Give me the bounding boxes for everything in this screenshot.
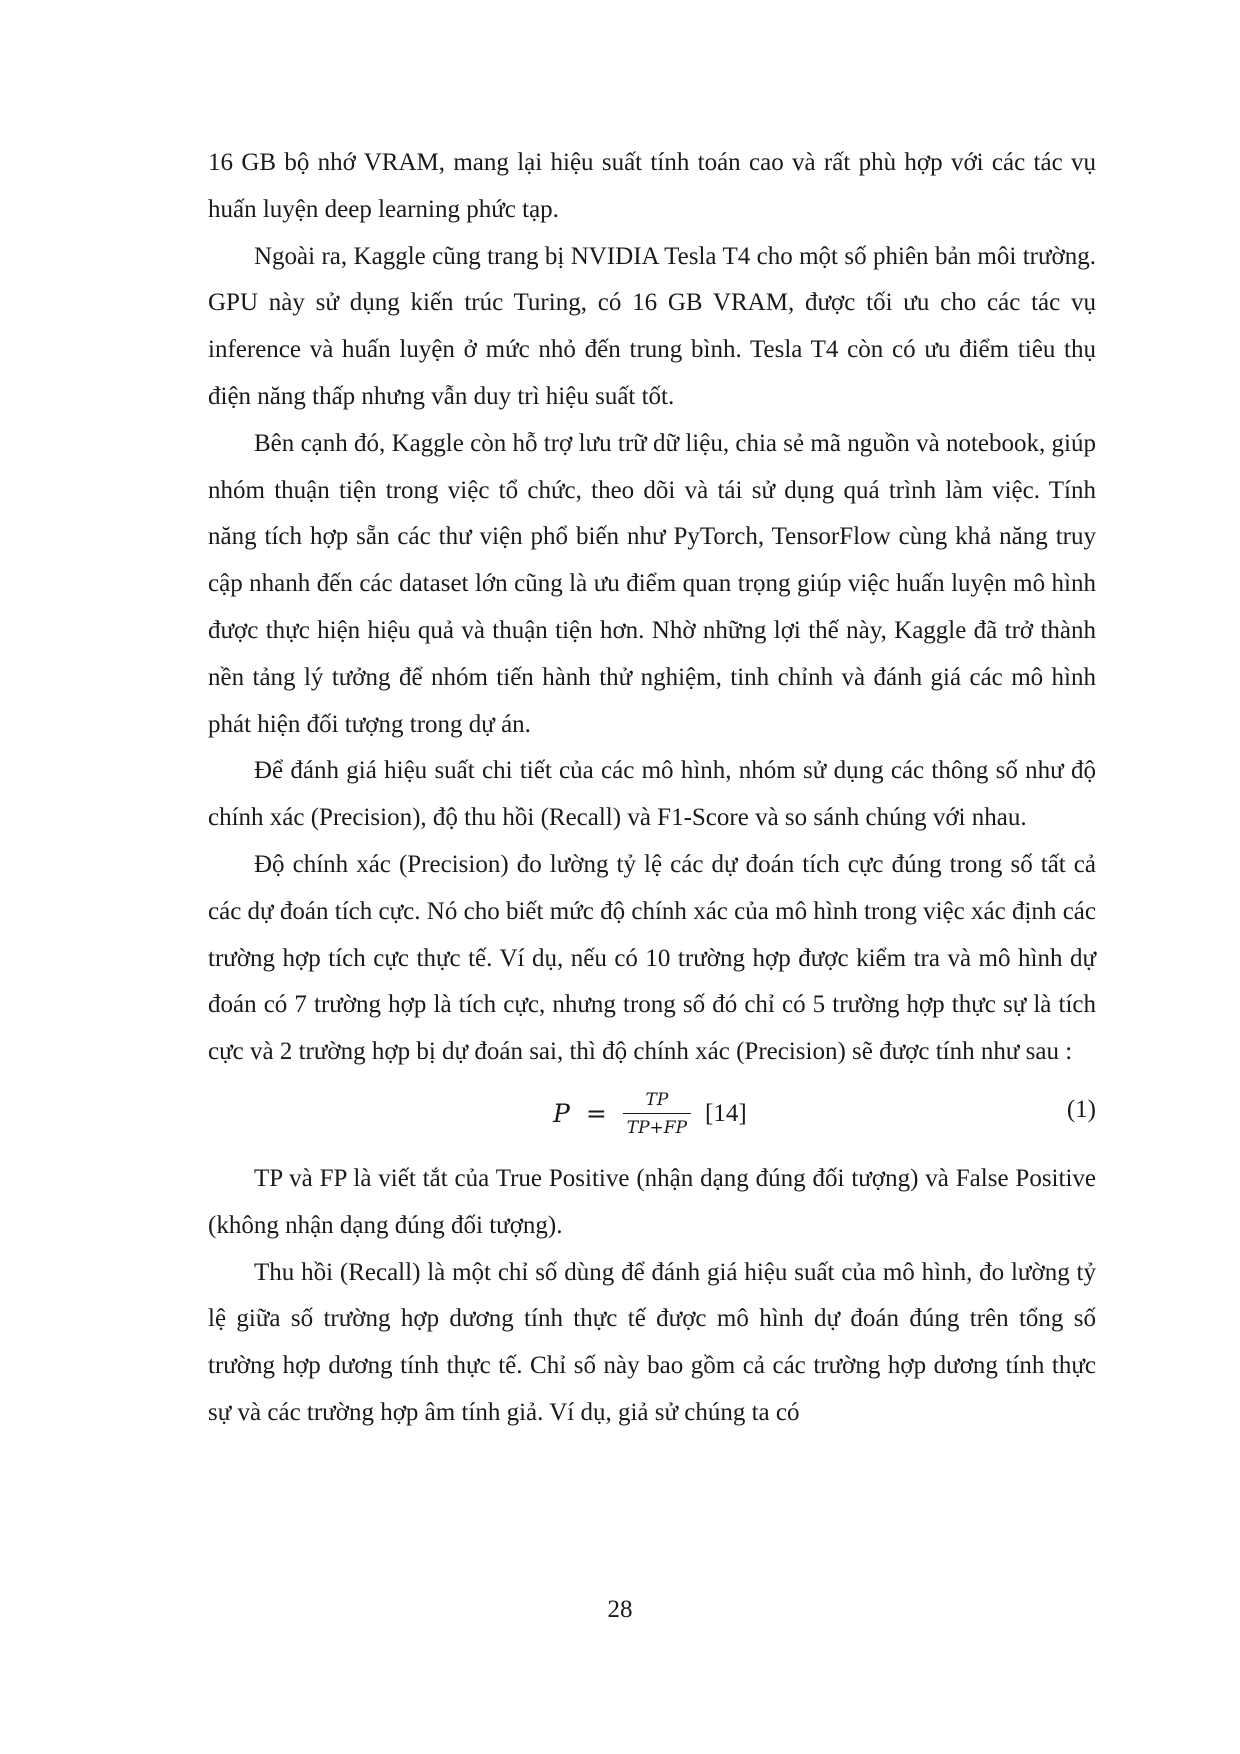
equation-number: (1) [1066, 1095, 1096, 1123]
equation-operator: = [585, 1099, 607, 1129]
paragraph-recall-definition: Thu hồi (Recall) là một chỉ số dùng để đánh giá hiệu suất của mô hình, đo lường tỷ lệ giữa số trường hợp dương tính thực tế được mô hình dự đoán đúng trên tổng số trường hợp dương tính thực tế. Chỉ số này bao gồm cả các trường hợp dương tính thực sự và các trường hợp âm tính giả. Ví dụ, giả sử chúng ta có [208, 1258, 1096, 1426]
document-page [208, 140, 1096, 1437]
paragraph-precision-definition: Độ chính xác (Precision) đo lường tỷ lệ các dự đoán tích cực đúng trong số tất cả các dự đoán tích cực. Nó cho biết mức độ chính xác của mô hình trong việc xác định các trường hợp tích cực thực tế. Ví dụ, nếu có 10 trường hợp được kiểm tra và mô hình dự đoán có 7 trường hợp là tích cực, nhưng trong số đó chỉ có 5 trường hợp thực sự là tích cực và 2 trường hợp bị dự đoán sai, thì độ chính xác (Precision) sẽ được tính như sau : [208, 850, 1096, 1066]
equation-denominator: TP+FP [626, 1118, 688, 1139]
page-number: 28 [607, 1596, 633, 1623]
paragraph-tp-fp-explanation: TP và FP là viết tắt của True Positive (nhận dạng đúng đối tượng) và False Positive (không nhận dạng đúng đối tượng). [208, 1164, 1096, 1239]
equation-fraction [623, 1089, 691, 1140]
paragraph-kaggle-features: Bên cạnh đó, Kaggle còn hỗ trợ lưu trữ dữ liệu, chia sẻ mã nguồn và notebook, giúp nhóm thuận tiện trong việc tổ chức, theo dõi và tái sử dụng quá trình làm việc. Tính năng tích hợp sẵn các thư viện phổ biến như PyTorch, TensorFlow cùng khả năng truy cập nhanh đến các dataset lớn cũng là ưu điểm quan trọng giúp việc huấn luyện mô hình được thực hiện hiệu quả và thuận tiện hơn. Nhờ những lợi thế này, Kaggle đã trở thành nền tảng lý tưởng để nhóm tiến hành thử nghiệm, tinh chỉnh và đánh giá các mô hình phát hiện đối tượng trong dự án. [208, 429, 1096, 738]
precision-equation [208, 1082, 1096, 1152]
equation-numerator: TP [645, 1089, 669, 1110]
equation-body [553, 1084, 747, 1144]
paragraph-metrics-intro: Để đánh giá hiệu suất chi tiết của các mô hình, nhóm sử dụng các thông số như độ chính xác (Precision), độ thu hồi (Recall) và F1-Score và so sánh chúng với nhau. [208, 757, 1096, 832]
equation-lhs: P [553, 1099, 570, 1129]
paragraph-gpu-vram: 16 GB bộ nhớ VRAM, mang lại hiệu suất tính toán cao và rất phù hợp với các tác vụ huấn luyện deep learning phức tạp. [208, 149, 1096, 223]
equation-citation: [14] [705, 1099, 747, 1127]
paragraph-tesla-t4: Ngoài ra, Kaggle cũng trang bị NVIDIA Tesla T4 cho một số phiên bản môi trường. GPU này sử dụng kiến trúc Turing, có 16 GB VRAM, được tối ưu cho các tác vụ inference và huấn luyện ở mức nhỏ đến trung bình. Tesla T4 còn có ưu điểm tiêu thụ điện năng thấp nhưng vẫn duy trì hiệu suất tốt. [208, 242, 1096, 410]
